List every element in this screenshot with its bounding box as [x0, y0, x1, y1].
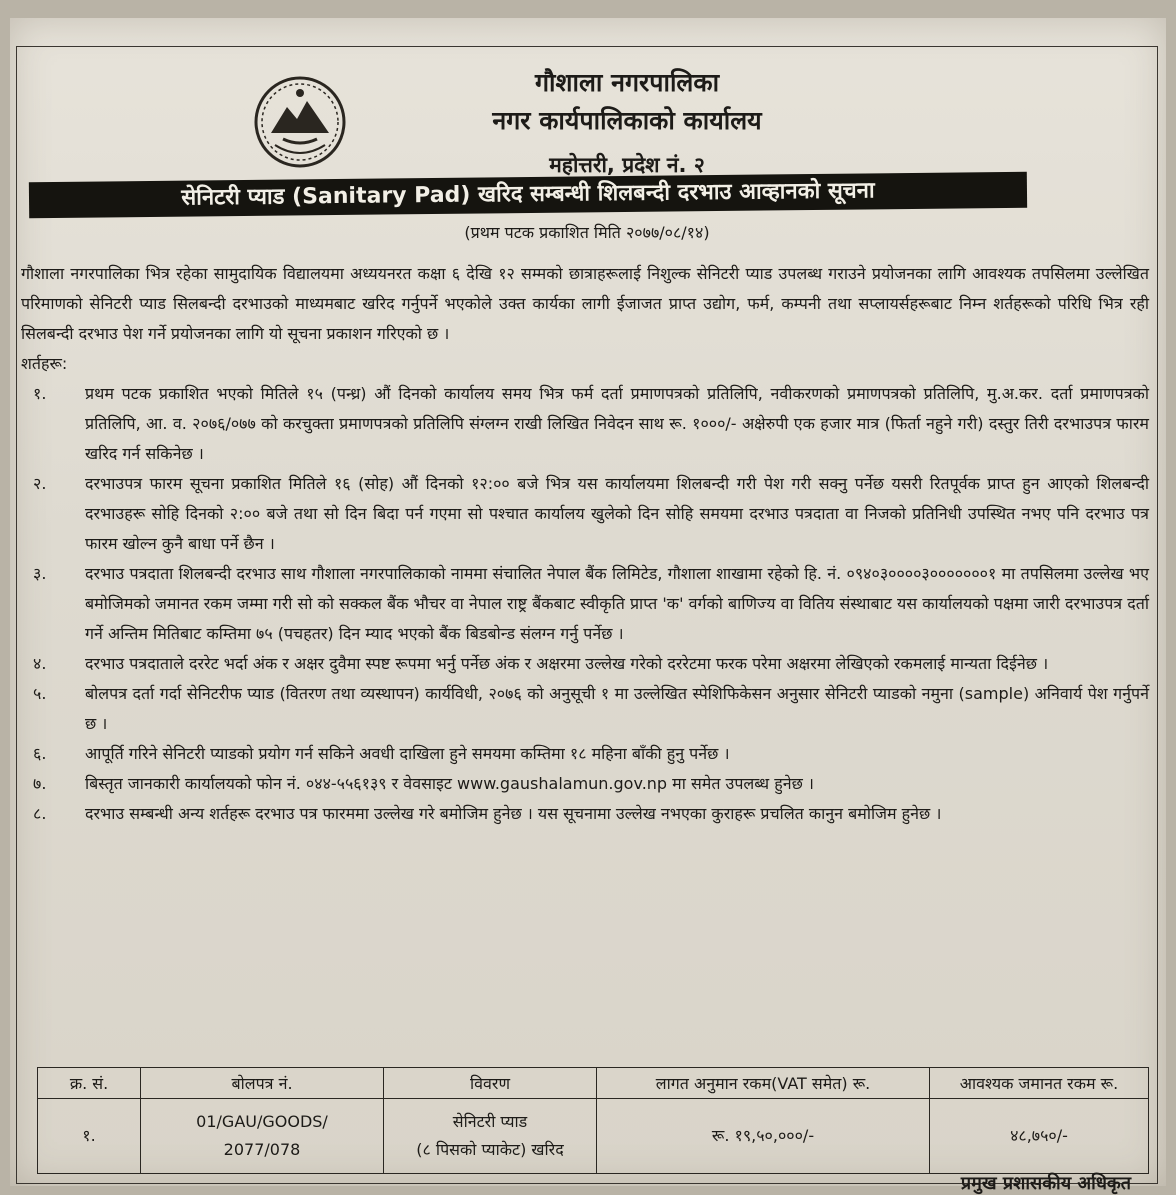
condition-text: बिस्तृत जानकारी कार्यालयको फोन नं. ०४४-५५६१३९ र वेवसाइट www.gaushalamun.gov.np मा समेत उपलब्ध हुनेछ ।	[85, 774, 814, 793]
condition-text: बोलपत्र दर्ता गर्दा सेनिटरीफ प्याड (वितरण तथा व्यस्थापन) कार्यविधी, २०७६ को अनुसूची १ मा उल्लेखित स्पेशिफिकेसन अनुसार सेनिटरी प्याडको नमुना (sample) अनिवार्य पेश गर्नुपर्ने छ ।	[85, 684, 1149, 733]
cell-sn: १.	[38, 1099, 141, 1174]
condition-item	[21, 739, 1149, 769]
condition-number: ६.	[33, 744, 47, 763]
condition-item	[21, 769, 1149, 799]
condition-item	[21, 679, 1149, 739]
intro-paragraph: गौशाला नगरपालिका भित्र रहेका सामुदायिक विद्यालयमा अध्ययनरत कक्षा ६ देखि १२ सम्मको छात्राहरूलाई निशुल्क सेनिटरी प्याड उपलब्ध गराउने प्रयोजनका लागि आवश्यक तपसिलमा उल्लेखित परिमाणको सेनिटरी प्याड सिलबन्दी दरभाउको माध्यमबाट खरिद गर्नुपर्ने भएकोले उक्त कार्यका लागी ईजाजत प्राप्त उद्योग, फर्म, कम्पनी तथा सप्लायर्सहरूबाट निम्न शर्तहरूको परिधि भित्र रही सिलबन्दी दरभाउ पेश गर्ने प्रयोजनका लागि यो सूचना प्रकाशन गरिएको छ ।	[21, 264, 1149, 343]
condition-item	[21, 799, 1149, 829]
cell-description	[384, 1099, 597, 1174]
condition-number: ४.	[33, 654, 47, 673]
condition-text: दरभाउ पत्रदाता शिलबन्दी दरभाउ साथ गौशाला नगरपालिकाको नाममा संचालित नेपाल बैंक लिमिटेड, गौशाला शाखामा रहेको हि. नं. ०९४०३००००३०००००००१ मा तपसिलमा उल्लेख भए बमोजिमको जमानत रकम जम्मा गरी सो को सक्कल बैंक भौचर वा नेपाल राष्ट्र बैंकबाट स्वीकृति प्राप्त 'क' वर्गको बाणिज्य वा वितिय संस्थाबाट यस कार्यालयको पक्षमा जारी दरभाउपत्र दर्ता गर्ने अन्तिम मितिबाट कम्तिमा ७५ (पचहतर) दिन म्याद भएको बैंक बिडबोन्ड संलग्न गर्नु पर्नेछ ।	[85, 564, 1149, 643]
notice-header	[17, 59, 1157, 249]
office-name: नगर कार्यपालिकाको कार्यालय	[492, 106, 762, 135]
table-header-row	[38, 1068, 1149, 1099]
condition-text: आपूर्ति गरिने सेनिटरी प्याडको प्रयोग गर्न सकिने अवधी दाखिला हुने समयमा कम्तिमा १८ महिना बाँकी हुनु पर्नेछ ।	[85, 744, 730, 763]
notice-title-banner: सेनिटरी प्याड (Sanitary Pad) खरिद सम्बन्धी शिलबन्दी दरभाउ आव्हानको सूचना	[29, 172, 1027, 218]
col-header-guarantee: आवश्यक जमानत रकम रू.	[930, 1068, 1149, 1099]
cell-bid-no	[141, 1099, 384, 1174]
notice-frame	[16, 46, 1158, 1194]
bid-no-line-1: 01/GAU/GOODS/	[196, 1112, 328, 1131]
first-published-date: (प्रथम पटक प्रकाशित मिति २०७७/०८/१४)	[464, 223, 710, 242]
notice-body	[21, 259, 1149, 829]
condition-number: १.	[33, 384, 47, 403]
condition-number: ५.	[33, 684, 47, 703]
col-header-cost-estimate: लागत अनुमान रकम(VAT समेत) रू.	[597, 1068, 930, 1099]
cell-guarantee: ४८,७५०/-	[930, 1099, 1149, 1174]
location: महोत्तरी, प्रदेश नं. २	[549, 153, 705, 177]
tender-details-table	[37, 1067, 1149, 1174]
condition-text: दरभाउ सम्बन्धी अन्य शर्तहरू दरभाउ पत्र फारममा उल्लेख गरे बमोजिम हुनेछ । यस सूचनामा उल्लेख नभएका कुराहरू प्रचलित कानुन बमोजिम हुनेछ ।	[85, 804, 942, 823]
condition-number: ८.	[33, 804, 47, 823]
signatory-title: प्रमुख प्रशासकीय अधिकृत	[960, 1173, 1131, 1194]
description-line-2: (८ पिसको प्याकेट) खरिद	[416, 1140, 564, 1159]
conditions-heading: शर्तहरू:	[21, 354, 68, 373]
condition-item	[21, 559, 1149, 649]
condition-item	[21, 469, 1149, 559]
col-header-bid-no: बोलपत्र नं.	[141, 1068, 384, 1099]
description-line-1: सेनिटरी प्याड	[452, 1112, 528, 1131]
condition-text: दरभाउपत्र फारम सूचना प्रकाशित मितिले १६ (सोह) औं दिनको १२:०० बजे भित्र यस कार्यालयमा शिलबन्दी गरी पेश गरी सक्नु पर्नेछ यसरी रितपूर्वक प्राप्त हुन आएको शिलबन्दी दरभाउहरू सोहि दिनको २:०० बजे तथा सो दिन बिदा पर्न गएमा सो पश्चात कार्यालय खुलेको दिन सोहि समयमा दरभाउ पत्रदाता वा निजको प्रतिनिधी उपस्थित नभए पनि दरभाउ पत्र फारम खोल्न कुनै बाधा पर्ने छैन ।	[85, 474, 1149, 553]
bid-no-line-2: 2077/078	[223, 1140, 301, 1159]
condition-item	[21, 379, 1149, 469]
condition-number: ३.	[33, 564, 47, 583]
table-row	[38, 1099, 1149, 1174]
col-header-sn: क्र. सं.	[38, 1068, 141, 1099]
condition-item	[21, 649, 1149, 679]
cell-cost: रू. १९,५०,०००/-	[597, 1099, 930, 1174]
condition-number: ७.	[33, 774, 47, 793]
newspaper-notice	[10, 18, 1166, 1194]
condition-text: प्रथम पटक प्रकाशित भएको मितिले १५ (पन्ध्र) औं दिनको कार्यालय समय भित्र फर्म दर्ता प्रमाणपत्रको प्रतिलिपि, नवीकरणको प्रमाणपत्रको प्रतिलिपि, मु.अ.कर. दर्ता प्रमाणपत्रको प्रतिलिपि, आ. व. २०७६/०७७ को करचुक्ता प्रमाणपत्रको प्रतिलिपि संग्लग्न राखी लिखित निवेदन साथ रू. १०००/- अक्षेरुपी एक हजार मात्र (फिर्ता नहुने गरी) दस्तुर तिरी दरभाउपत्र फारम खरिद गर्न सकिनेछ ।	[85, 384, 1149, 463]
col-header-description: विवरण	[384, 1068, 597, 1099]
org-name: गौशाला नगरपालिका	[534, 68, 720, 97]
condition-text: दरभाउ पत्रदाताले दररेट भर्दा अंक र अक्षर दुवैमा स्पष्ट रूपमा भर्नु पर्नेछ अंक र अक्षरमा उल्लेख गरेको दररेटमा फरक परेमा अक्षरमा लेखिएको रकमलाई मान्यता दिईनेछ ।	[85, 654, 1049, 673]
condition-number: २.	[33, 474, 47, 493]
